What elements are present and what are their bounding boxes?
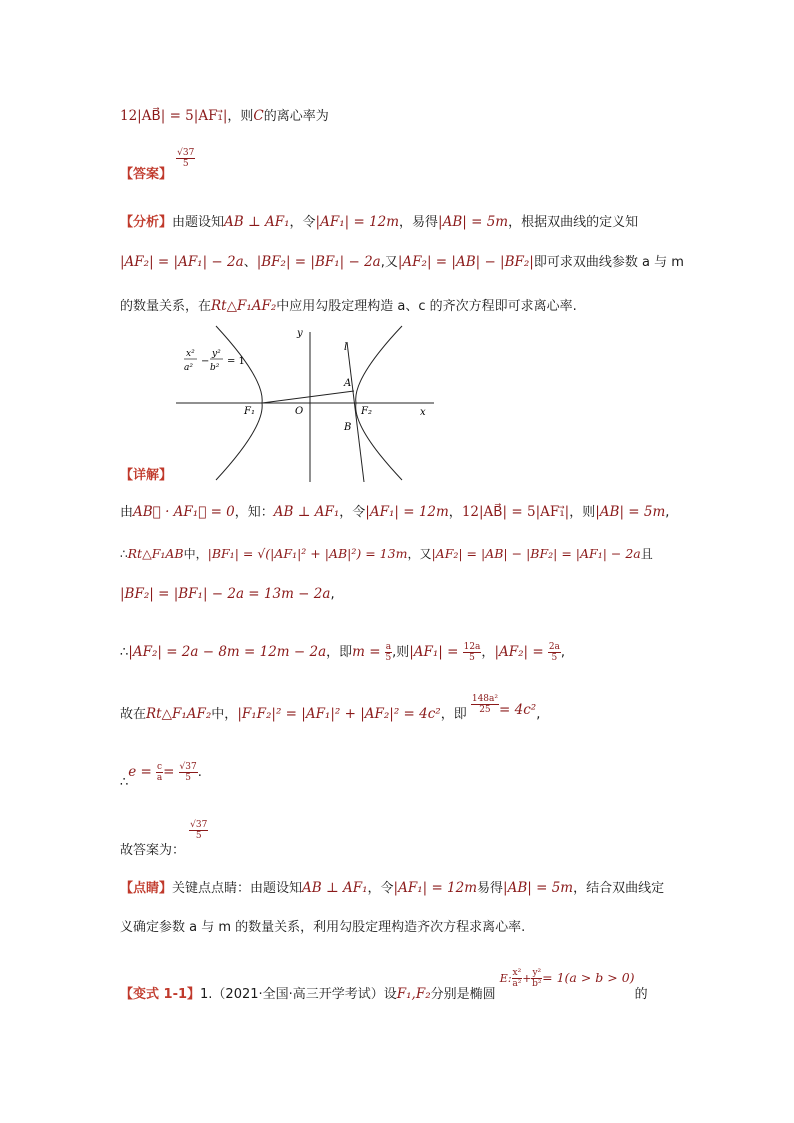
svg-text:b²: b² (210, 363, 220, 373)
comment-tag: 【点睛】 (120, 881, 173, 896)
fraction: $\frac{2a}{5}$ (548, 642, 560, 663)
answer-line (120, 148, 195, 190)
label-o: O (295, 406, 304, 417)
comment-line-1: 【点睛】关键点点睛：由题设知AB ⊥ AF₁，令|AF₁| = 12m易得|AB| = 5m，结合双曲线定 (120, 880, 665, 896)
label-b: B (344, 422, 352, 433)
label-x: x (420, 407, 426, 418)
detail-line-6: ∴e = $\frac{c}{a}$ = $\frac{√37}{5}$ . (120, 762, 202, 790)
ellipse-equation: E: $\frac{\text{x²}}{\text{a²}}$ + $\frac{\text{y²}}{\text{b²}}$ = 1(a > b > 0) (499, 968, 635, 989)
label-y: y (297, 328, 303, 339)
analysis-line-2: |AF₂| = |AF₁| − 2a、|BF₂| = |BF₁| − 2a,又|AF₂| = |AB| − |BF₂|即可求双曲线参数 a 与 m (120, 254, 684, 270)
segment-f1a (262, 391, 354, 403)
fraction: $\frac{12a}{5}$ (463, 642, 481, 663)
label-a: A (344, 378, 352, 389)
comment-line-2: 义确定参数 a 与 m 的数量关系，利用勾股定理构造齐次方程求离心率. (120, 920, 526, 935)
problem-tail-line (120, 106, 329, 127)
label-f1: F₁ (244, 406, 255, 417)
detail-line-4: ∴|AF₂| = 2a − 8m = 12m − 2a，即m = $\frac{a}{5}$ ,则|AF₁| = $\frac{12a}{5}$ ，|AF₂| = $\frac{2a}{5}$ , (120, 642, 566, 663)
detail-line-3: |BF₂| = |BF₁| − 2a = 13m − 2a, (120, 586, 335, 602)
fraction: $\frac{a}{5}$ (385, 642, 392, 663)
detail-line-7: 故答案为： $\frac{√37}{5}$ (120, 820, 208, 858)
label-f2: F₂ (361, 406, 372, 417)
answer-fraction: $\frac{√37}{5}$ (177, 148, 195, 169)
text: ，则 (227, 109, 254, 124)
fraction: $\frac{c}{a}$ (156, 762, 163, 783)
detail-line-2: ∴Rt△F₁AB中，|BF₁| = √(|AF₁|² + |AB|²) = 13m，又|AF₂| = |AB| − |BF₂| = |AF₁| − 2a且 (120, 546, 653, 561)
detail-tag: 【详解】 (120, 468, 173, 483)
fraction: $\frac{√37}{5}$ (179, 762, 197, 783)
svg-text:y²: y² (212, 349, 221, 359)
math-var: C (253, 108, 264, 124)
answer-tag: 【答案】 (120, 167, 173, 182)
detail-line-1: 由AB⃗ · AF₁⃗ = 0，知：AB ⊥ AF₁，令|AF₁| = 12m，12|AB⃗| = 5|AF₁⃗|，则|AB| = 5m, (120, 504, 670, 520)
detail-tag-line (120, 466, 172, 486)
math-expr: 12|AB⃗| = 5|AF₁⃗| (120, 108, 228, 124)
analysis-tag: 【分析】 (120, 215, 173, 230)
svg-text:x²: x² (186, 349, 195, 359)
text: 的离心率为 (263, 109, 329, 124)
variant-line: 【变式 1-1】1.（2021·全国·高三开学考试）设F₁,F₂分别是椭圆 E: $\frac{\text{x²}}{\text{a²}}$ + $\frac{\text{y²}}{\text{b²}}$ = 1(a > b > 0)的 (120, 980, 648, 1009)
fraction: $\frac{√37}{5}$ (190, 820, 208, 841)
fraction: $\frac{\text{148a²}}{25}$ (471, 694, 499, 715)
hyperbola-equation (184, 349, 245, 373)
variant-tag: 【变式 1-1】 (120, 987, 201, 1002)
label-l: l (344, 342, 348, 353)
detail-line-5: 故在Rt△F₁AF₂中，|F₁F₂|² = |AF₁|² + |AF₂|² = 4c²，即 $\frac{\text{148a²}}{25}$ = 4c², (120, 694, 541, 722)
hyperbola-figure (170, 322, 440, 484)
analysis-line-1: 【分析】由题设知AB ⊥ AF₁，令|AF₁| = 12m，易得|AB| = 5m，根据双曲线的定义知 (120, 214, 639, 230)
analysis-line-3: 的数量关系，在Rt△F₁AF₂中应用勾股定理构造 a、c 的齐次方程即可求离心率. (120, 298, 577, 314)
svg-text:−: − (201, 356, 210, 367)
svg-text:a²: a² (184, 363, 193, 373)
svg-text:= 1: = 1 (227, 356, 245, 367)
